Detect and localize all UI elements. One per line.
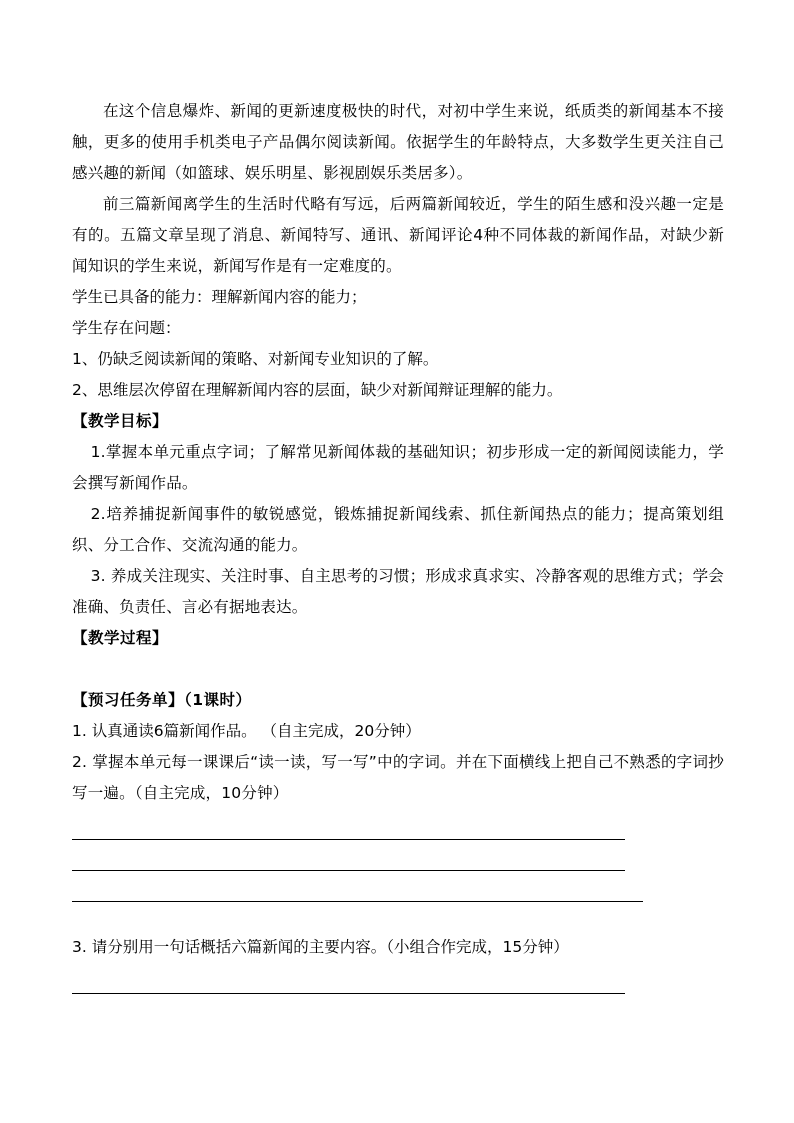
task-item-1: 1. 认真通读6篇新闻作品。 （自主完成，20分钟）	[72, 722, 421, 740]
spacer	[72, 902, 724, 932]
problem-item-2: 2、思维层次停留在理解新闻内容的层面，缺少对新闻辩证理解的能力。	[72, 381, 563, 399]
paragraph-student-reading-habits: 在这个信息爆炸、新闻的更新速度极快的时代，对初中学生来说，纸质类的新闻基本不接触，更多的使用手机类电子产品偶尔阅读新闻。依据学生的年龄特点，大多数学生更关注自己感兴趣的新闻（如篮球、娱乐明星、影视剧娱乐类居多）。	[72, 102, 724, 182]
goal-item-1: 1.掌握本单元重点字词；了解常见新闻体裁的基础知识；初步形成一定的新闻阅读能力，学会撰写新闻作品。	[72, 443, 724, 492]
writing-line-2[interactable]	[72, 840, 625, 871]
writing-line-4[interactable]	[72, 963, 625, 994]
teaching-process-heading: 【教学过程】	[72, 629, 169, 647]
writing-lines-group	[72, 809, 724, 902]
teaching-goals-heading: 【教学目标】	[72, 412, 169, 430]
task-item-3: 3. 请分别用一句话概括六篇新闻的主要内容。（小组合作完成，15分钟）	[72, 938, 569, 956]
student-problems-title: 学生存在问题：	[72, 319, 181, 337]
problem-item-1: 1、仍缺乏阅读新闻的策略、对新闻专业知识的了解。	[72, 350, 439, 368]
document-page	[72, 96, 724, 994]
task-item-2: 2. 掌握本单元每一课课后“读一读，写一写”中的字词。并在下面横线上把自己不熟悉的字词抄写一遍。（自主完成，10分钟）	[72, 753, 724, 802]
writing-line-3[interactable]	[72, 871, 643, 902]
student-ability-text: 学生已具备的能力：理解新闻内容的能力；	[72, 288, 367, 306]
blank-line	[72, 654, 724, 685]
paragraph-text-difficulty: 前三篇新闻离学生的生活时代略有写远，后两篇新闻较近，学生的陌生感和没兴趣一定是有的。五篇文章呈现了消息、新闻特写、通讯、新闻评论4种不同体裁的新闻作品，对缺少新闻知识的学生来说，新闻写作是有一定难度的。	[72, 195, 724, 275]
writing-line-1[interactable]	[72, 809, 625, 840]
goal-item-3: 3. 养成关注现实、关注时事、自主思考的习惯；形成求真求实、冷静客观的思维方式；学会准确、负责任、言必有据地表达。	[72, 567, 724, 616]
goal-item-2: 2.培养捕捉新闻事件的敏锐感觉，锻炼捕捉新闻线索、抓住新闻热点的能力；提高策划组织、分工合作、交流沟通的能力。	[72, 505, 724, 554]
preview-task-heading: 【预习任务单】（1课时）	[72, 691, 252, 709]
